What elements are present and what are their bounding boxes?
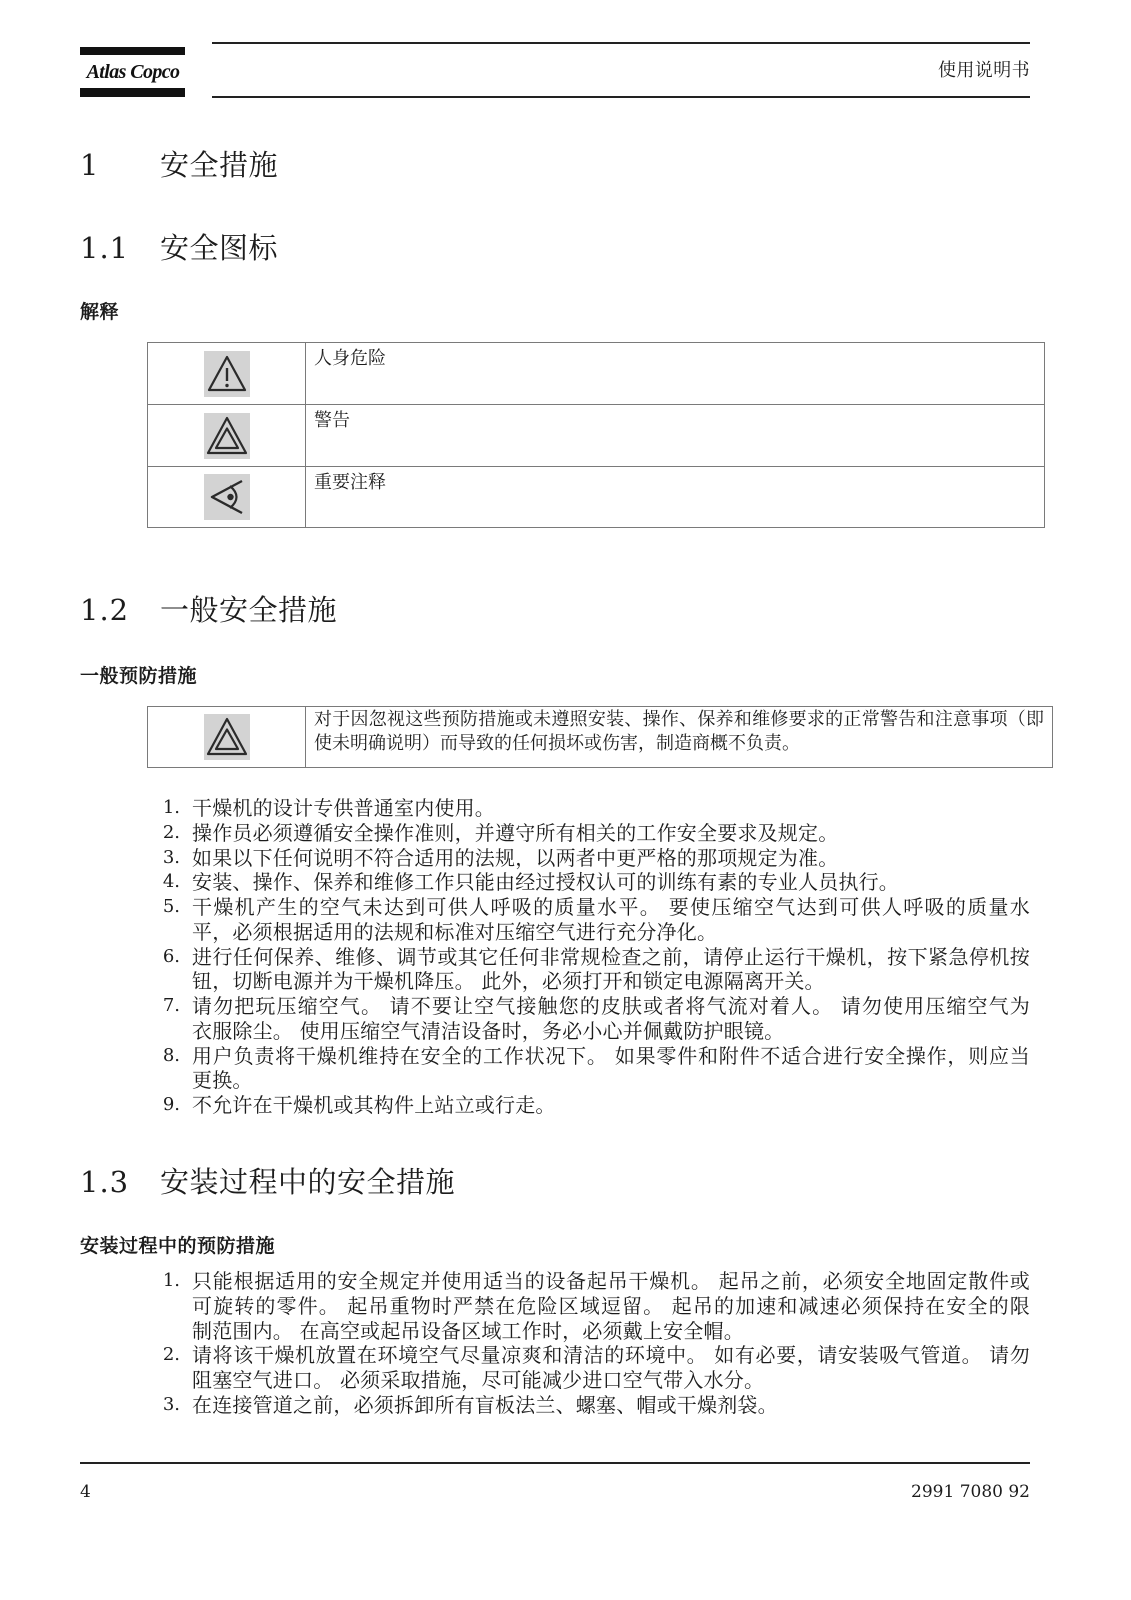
list-item-text-line: 可旋转的零件。 起吊重物时严禁在危险区域逗留。 起吊的加速和减速必须保持在安全的限 [192, 1293, 1030, 1318]
list-item-number: 7. [162, 995, 180, 1016]
list-item [148, 1393, 1030, 1418]
list-item-text-line: 只能根据适用的安全规定并使用适当的设备起吊干燥机。 起吊之前，必须安全地固定散件或 [192, 1269, 1030, 1293]
list-item [148, 846, 1030, 871]
list-item [148, 945, 1030, 995]
section-heading-1-2 [80, 593, 1030, 627]
list-item-text-line: 平，必须根据适用的法规和标准对压缩空气进行充分净化。 [192, 919, 718, 944]
list-item-number: 2. [162, 1344, 180, 1366]
list-item [148, 1044, 1030, 1094]
document-number: 2991 7080 92 [911, 1482, 1030, 1502]
list-item [148, 796, 1030, 821]
list-item-number: 9. [162, 1094, 180, 1115]
list-item [148, 1343, 1030, 1393]
personal-danger-triangle-icon [204, 351, 250, 397]
section-number: 1.2 [80, 593, 130, 627]
section-heading-1-3 [80, 1165, 1030, 1199]
notice-icon-cell [148, 707, 306, 768]
notice-text-cell [306, 707, 1053, 768]
list-item [148, 1269, 1030, 1343]
warning-double-triangle-icon [204, 413, 250, 459]
logo-bar-bottom [80, 88, 185, 97]
list-item-text-line: 不允许在干燥机或其构件上站立或行走。 [192, 1093, 556, 1117]
symbol-label-cell [306, 343, 1045, 405]
logo-bar-top [80, 47, 185, 55]
important-note-eye-icon [204, 474, 250, 520]
list-item-text-line: 制范围内。 在高空或起吊设备区域工作时，必须戴上安全帽。 [192, 1318, 744, 1343]
section-title: 安装过程中的安全措施 [160, 1165, 456, 1199]
symbol-label: 人身危险 [314, 348, 386, 369]
symbol-row [148, 467, 1045, 528]
list-item-text-line: 安装、操作、保养和维修工作只能由经过授权认可的训练有素的专业人员执行。 [192, 870, 899, 895]
list-item-text-line: 用户负责将干燥机维持在安全的工作状况下。 如果零件和附件不适合进行安全操作，则应当 [192, 1043, 1030, 1068]
list-item [148, 870, 1030, 895]
document-type-label: 使用说明书 [938, 60, 1030, 81]
list-item [148, 994, 1030, 1044]
notice-row [148, 707, 1053, 768]
list-item-number: 8. [162, 1044, 180, 1066]
list-item [148, 1093, 1030, 1118]
list-item [148, 821, 1030, 846]
footer-rule [80, 1462, 1030, 1464]
list-item [148, 895, 1030, 945]
list-item-number: 5. [162, 896, 180, 917]
symbol-icon-cell [148, 467, 306, 528]
list-item-text-line: 阻塞空气进口。 必须采取措施，尽可能减少进口空气带入水分。 [192, 1368, 765, 1392]
list-item-text-line: 衣服除尘。 使用压缩空气清洁设备时，务必小心并佩戴防护眼镜。 [192, 1018, 785, 1043]
list-item-text-line: 在连接管道之前，必须拆卸所有盲板法兰、螺塞、帽或干燥剂袋。 [192, 1392, 778, 1417]
list-item-text-line: 如果以下任何说明不符合适用的法规，以两者中更严格的那项规定为准。 [192, 845, 839, 870]
warning-double-triangle-icon [204, 714, 250, 760]
list-item-number: 6. [162, 945, 180, 967]
list-item-number: 1. [162, 797, 180, 818]
logo-text: Atlas Copco [86, 61, 180, 83]
installation-precautions-list [148, 1269, 1030, 1418]
list-item-text-line: 干燥机的设计专供普通室内使用。 [192, 796, 495, 820]
list-item-number: 1. [162, 1270, 180, 1291]
section-title: 安全图标 [160, 231, 279, 265]
list-item-number: 3. [162, 1393, 180, 1415]
list-item-number: 3. [162, 846, 180, 868]
list-item-number: 4. [162, 871, 180, 893]
chapter-heading [80, 148, 1030, 182]
section-number: 1.1 [80, 231, 130, 265]
list-item-text-line: 请将该干燥机放置在环境空气尽量凉爽和清洁的环境中。 如有必要，请安装吸气管道。 请勿 [192, 1343, 1030, 1368]
subheading-installation-precautions: 安装过程中的预防措施 [80, 1235, 276, 1257]
section-heading-1-1 [80, 231, 1030, 265]
list-item-text-line: 干燥机产生的空气未达到可供人呼吸的质量水平。 要使压缩空气达到可供人呼吸的质量水 [192, 895, 1030, 919]
list-item-text-line: 更换。 [192, 1068, 253, 1093]
chapter-number: 1 [80, 148, 100, 182]
section-title: 一般安全措施 [160, 593, 338, 627]
symbol-label: 重要注释 [314, 472, 386, 493]
section-number: 1.3 [80, 1165, 130, 1199]
symbol-icon-cell [148, 405, 306, 467]
list-item-text-line: 钮，切断电源并为干燥机降压。 此外，必须打开和锁定电源隔离开关。 [192, 969, 825, 994]
chapter-title: 安全措施 [160, 148, 279, 182]
notice-text-line: 对于因忽视这些预防措施或未遵照安装、操作、保养和维修要求的正常警告和注意事项（即 [314, 709, 1044, 730]
symbol-icon-cell [148, 343, 306, 405]
list-item-text-line: 请勿把玩压缩空气。 请不要让空气接触您的皮肤或者将气流对着人。 请勿使用压缩空气为 [192, 994, 1030, 1018]
safety-symbols-table [147, 342, 1045, 528]
page-number: 4 [80, 1482, 91, 1502]
atlas-copco-logo [80, 47, 186, 98]
list-item-number: 2. [162, 821, 180, 843]
symbol-label: 警告 [314, 410, 350, 431]
subheading-general-precautions: 一般预防措施 [80, 665, 198, 687]
subheading-explanation: 解释 [80, 301, 120, 323]
symbol-row [148, 343, 1045, 405]
list-item-text-line: 操作员必须遵循安全操作准则，并遵守所有相关的工作安全要求及规定。 [192, 820, 839, 845]
symbol-label-cell [306, 467, 1045, 528]
general-precautions-list [148, 796, 1030, 1118]
header-rule-top [212, 42, 1030, 44]
liability-notice-table [147, 706, 1053, 768]
notice-text-line: 使未明确说明）而导致的任何损坏或伤害，制造商概不负责。 [314, 733, 800, 754]
list-item-text-line: 进行任何保养、维修、调节或其它任何非常规检查之前，请停止运行干燥机，按下紧急停机按 [192, 944, 1030, 969]
header-rule-bottom [212, 96, 1030, 98]
symbol-row [148, 405, 1045, 467]
symbol-label-cell [306, 405, 1045, 467]
